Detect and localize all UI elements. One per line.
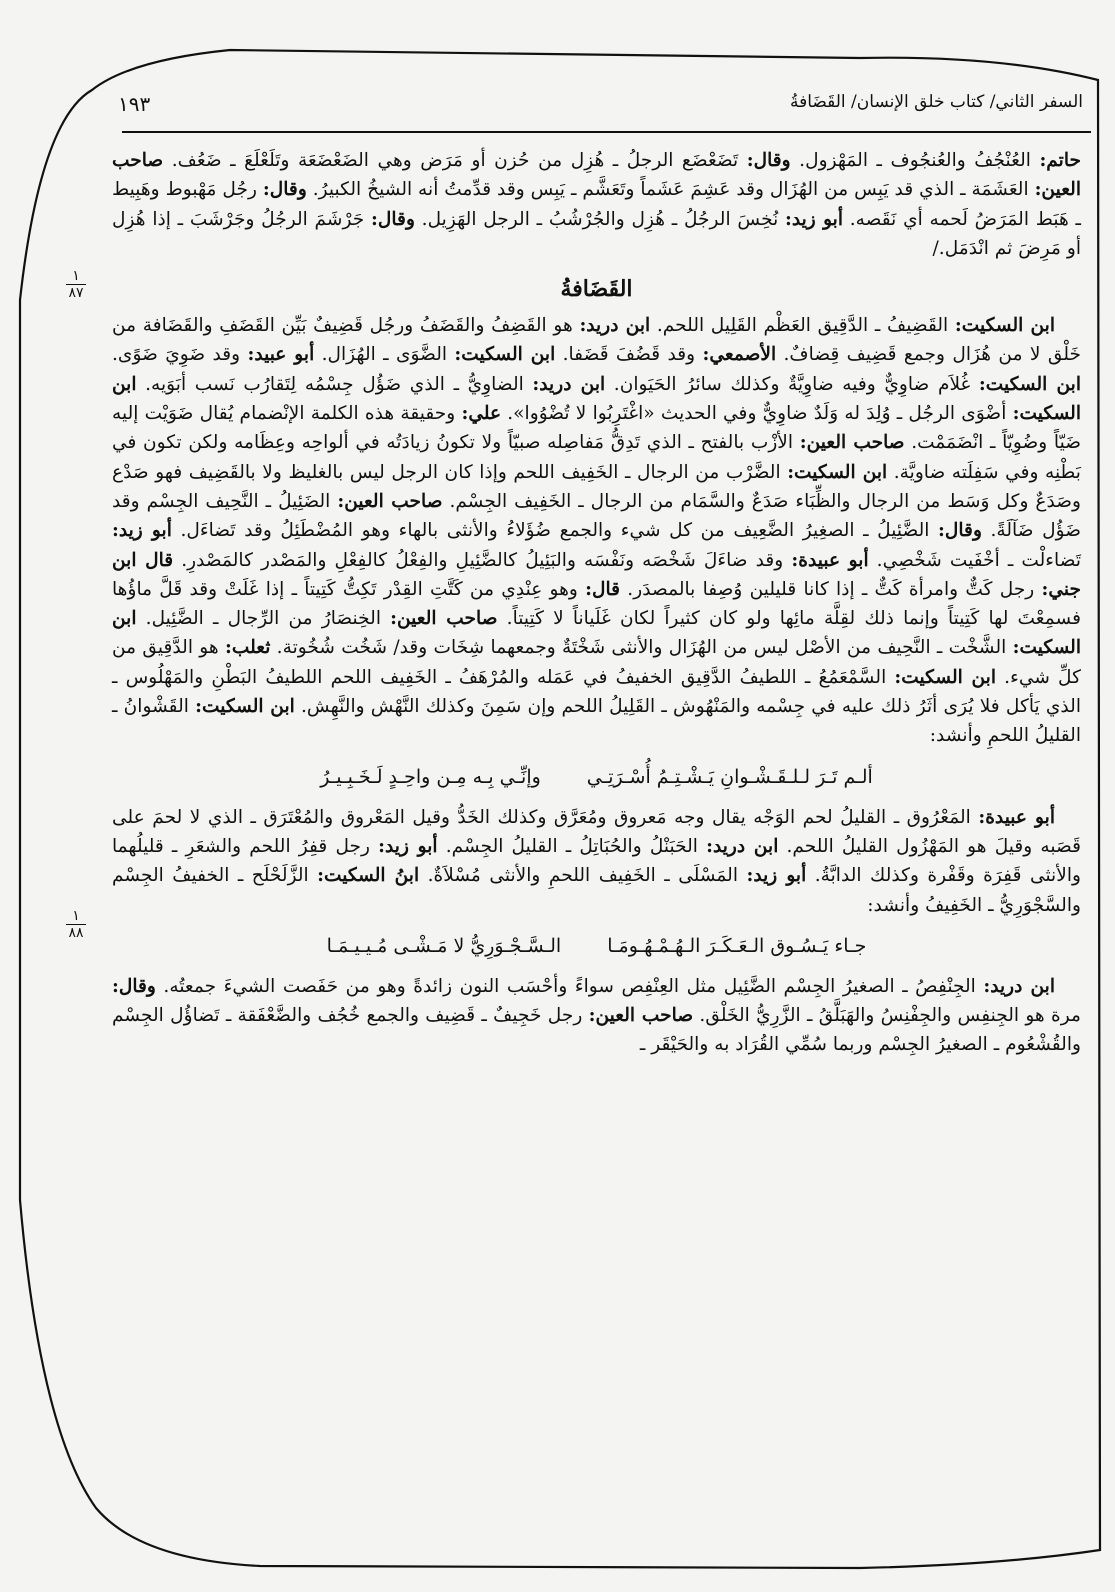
paragraph-text: هو الدَّقِيق من كلِّ شيء. bbox=[112, 637, 1081, 688]
paragraph-text: الزَّلَحْلَح ـ الخفيفُ الجِسْم والسَّجْوَرِيُّ ـ الخَفِيفُ وأنشد: bbox=[112, 865, 1081, 916]
paragraph-text: رجل خَجِيفٌ ـ قَضِيف والجمع خُجُف والضَّعْفَقة ـ تَضاؤُل الجِسْم والقُشْعُوم ـ الصغيرُ الجِسْم وربما سُمِّي القُرَاد به والحَيْقَر ـ bbox=[112, 1005, 1081, 1056]
verse-line bbox=[112, 757, 1081, 797]
verse-line bbox=[112, 926, 1081, 966]
speaker-label: الأصمعي: bbox=[702, 344, 777, 366]
margin-folio-note bbox=[46, 908, 106, 941]
running-title: السفر الثاني/ كتاب خلق الإنسان/ القَضَافةُ bbox=[789, 92, 1083, 112]
paragraph-text: وهو عِنْدِي من كَتَّتِ القِدْر تَكِتُّ كَتِيتاً ـ إذا غَلَتْ وقد قَلَّ ماؤُها فسمِعْتَ لها كَتِيتاً وإنما ذلك لقِلَّة مائِها ولو كان كثيراً لكان غَلَياناً لا كَتِيتاً. bbox=[112, 578, 1081, 630]
speaker-label: ابن دريد: bbox=[579, 315, 651, 337]
paragraph bbox=[112, 311, 1081, 750]
paragraph-text: القَضِيفُ ـ الدَّقِيق العَظْم القَلِيل اللحم. bbox=[650, 315, 955, 337]
paragraph-text: تَضاءلْت ـ أخْفَيت شَخْصِي. bbox=[868, 549, 1081, 571]
paragraph-text: وقد ضَوِيَ ضَوًى. bbox=[112, 344, 248, 366]
speaker-label: حاتم: bbox=[1039, 150, 1082, 171]
paragraph-text: العَشَمَة ـ الذي قد يَبِس من الهُزَال وقد عَشِمَ عَشَماً وتَعَشَّم ـ يَبِس وقد قدِّمتُ أنه الشيخُ الكبيرُ. bbox=[306, 179, 1035, 201]
paragraph bbox=[112, 146, 1081, 263]
paragraph-text: السَّمْعَمُعُ ـ اللطيفُ الدَّقِيق الخفيفُ في عَمَله والمُرْهَفُ ـ الخَفِيف اللحم اللطيفُ البَطْنِ والمَهْلُوس ـ الذي يَأكل فلا يُرَى أثَرُ ذلك عليه في جِسْمه والمَنْهُوش ـ القَلِيلُ اللحم وإن سَمِنَ وكذلك النَّهْش والنَّهِش. bbox=[112, 666, 1082, 718]
speaker-label: صاحب العين: bbox=[112, 150, 1081, 201]
paragraph-text: جَرْشَمَ الرجُلُ وجَرْشَبَ ـ إذا هُزِل أو مَرِضَ ثم انْدَمَل./ bbox=[112, 208, 1081, 259]
speaker-label: ابن دريد: bbox=[983, 975, 1056, 997]
speaker-label: ابن دريد: bbox=[532, 373, 606, 395]
speaker-label: ابن السكيت: bbox=[454, 344, 556, 366]
margin-folio-denominator: ٨٧ bbox=[68, 285, 84, 301]
paragraph-text: الضَّوَى ـ الهُزَال. bbox=[314, 344, 455, 366]
verse-hemistich: وإنِّـي بِـه مِـن واحِـدٍ لَـخَـبِـيـرُ bbox=[320, 765, 541, 788]
speaker-label: ابنُ السكيت: bbox=[317, 865, 420, 887]
paragraph-text: وقد قَضُفَ قَضَفا. bbox=[555, 344, 703, 366]
paragraph-text: الأزْب بالفتح ـ الذي تَدِقُّ مَفاصِله صبيّاً ولا تكونُ زيادَتُه في ألواحِه وعِظَامه ولكن تكون في بَطْنِه وفي سَفِلَته ضاويَّة. bbox=[112, 432, 1081, 483]
speaker-label: صاحب العين: bbox=[588, 1005, 694, 1027]
paragraph-text: رجُل مَهْبوط وهَبِيط ـ هَبَط المَرَضُ لَحمه أي نَقَصه. bbox=[112, 179, 1081, 230]
speaker-label: وقال: bbox=[262, 179, 307, 201]
verse-hemistich: ألـم تَـرَ لـلـقَـشْـوانِ يَـشْـتِـمُ أُسْـرَتِـي bbox=[586, 765, 873, 788]
margin-folio-numerator: ١ bbox=[66, 268, 86, 285]
paragraph-text: تَضَعْضَع الرجلُ ـ هُزِل من حُزن أو مَرَض وهي الضَعْضَعَة وتَلَعْلَعَ ـ ضَعُف. bbox=[163, 150, 747, 171]
paragraph bbox=[112, 803, 1081, 920]
speaker-label: ابن السكيت: bbox=[112, 373, 1082, 425]
speaker-label: ثعلب: bbox=[224, 637, 271, 659]
speaker-label: ابن السكيت: bbox=[978, 373, 1082, 395]
paragraph-text: مرة هو الجِنفِس والجِفْنِسُ والهَبَلَّقُ ـ الزَّرِيُّ الخَلْق. bbox=[693, 1005, 1081, 1027]
speaker-label: أبو عبيد: bbox=[247, 344, 315, 366]
paragraph-text: الجِنْفِصُ ـ الصغيرُ الجِسْم الضَّئِيل مثل العِنْفِص سواءً وأحْسَب النون زائدةً وهو من حَفَصت الشيءَ جمعتُه. bbox=[155, 975, 984, 997]
speaker-label: أبو زيد: bbox=[785, 208, 844, 230]
margin-folio-numerator: ١ bbox=[66, 908, 86, 925]
speaker-label: قال: bbox=[585, 578, 621, 600]
paragraph-text: الخِنصَارُ من الرِّجال ـ الضَّئِيل. bbox=[136, 608, 391, 630]
margin-folio-denominator: ٨٨ bbox=[68, 925, 84, 941]
paragraph-text: وحقيقة هذه الكلمة الإنْضمام يُقال ضَوَيْت إليه ضَيّاً وضُوِيّاً ـ انْضَمَمْت. bbox=[112, 403, 1081, 454]
paragraph-text: هو القَضِفُ والقَضَفُ ورجُل قَضِيفٌ بَيِّن القَضَفِ والقَضَافة من خَلْق لا من هُزَال وجمع قَضِيف قِضافٌ. bbox=[112, 315, 1081, 366]
paragraph-text: وقد ضاءَلَ شَخْصَه ونَفْسَه والبَئِيلُ كالضَّئِيلِ والفِعْلُ كالفِعْلِ والمَصْدر كالمَصْدرِ. bbox=[173, 549, 792, 571]
verse-hemistich: جـاء يَـسُـوق الـعَـكَـرَ الـهُـمْـهُـومَـا bbox=[607, 934, 867, 957]
speaker-label: أبو عبيدة: bbox=[791, 549, 869, 571]
speaker-label: وقال: bbox=[112, 975, 156, 997]
speaker-label: وقال: bbox=[938, 520, 982, 542]
paragraph-text: أضْوَى الرجُل ـ وُلِدَ له وَلَدٌ ضاوِيٌّ وفي الحديث «اغْتَرِبُوا لا تُضْوُوا». bbox=[501, 403, 1013, 425]
speaker-label: ابن السكيت: bbox=[954, 315, 1055, 337]
speaker-label: أبو زيد: bbox=[112, 520, 172, 542]
paragraph-text: الحَبَنْلُ والحُبَاتِلُ ـ القليلُ الجِسْم. bbox=[437, 835, 707, 857]
speaker-label: أبو زيد: bbox=[746, 865, 807, 887]
paragraph-text: رجل كَتٌّ وامرأة كَتٌّ ـ إذا كانا قليلين وُصِفا بالمصدَر. bbox=[620, 578, 1042, 600]
page-body bbox=[112, 146, 1081, 1060]
paragraph-text: القَشْوانُ ـ القليلُ اللحمِ وأنشد: bbox=[112, 696, 1081, 747]
speaker-label: ابن السكيت: bbox=[894, 666, 997, 688]
paragraph-text: الضَّئِيلُ ـ الصغِيرُ الضَّعِيف من كل شيء والجمع ضُؤَلاءُ والأنثى بالهاء وهو المُضْطَئِلُ وقد تَضاءَل. bbox=[171, 520, 939, 542]
paragraph-text: غُلاَم ضاوِيٌّ وفيه ضاوِيَّةٌ وكذلك سائرُ الحَيَوان. bbox=[605, 373, 979, 395]
paragraph bbox=[112, 972, 1081, 1060]
speaker-label: وقال: bbox=[371, 208, 415, 230]
speaker-label: ابن دريد: bbox=[706, 835, 779, 857]
speaker-label: صاحب العين: bbox=[337, 490, 443, 512]
page-number: ١٩٣ bbox=[118, 92, 151, 116]
paragraph-text: العُنْجُفُ والعُنجُوف ـ المَهْزول. bbox=[790, 150, 1040, 171]
paragraph-text: المَسْلَى ـ الخَفِيف اللحمِ والأنثى مُسْلاَةٌ. bbox=[419, 865, 747, 887]
speaker-label: أبو عبيدة: bbox=[978, 806, 1055, 828]
paragraph-text: المَعْرُوق ـ القليلُ لحم الوَجْه يقال وجه مَعروق ومُعَرَّق وكذلك الخَدُّ وقيل المَعْروق والمُعْتَرَق ـ الذي لا لحمَ على قَصَبه وقيلَ هو المَهْزُول القليلُ اللحم. bbox=[112, 806, 1081, 857]
paragraph-text: الضَّرْب من الرجال ـ الخَفِيف اللحم وإذا كان الرجل ليس بالغليظ ولا بالقَضِيف فهو صَدْع وصَدَعٌ وكل وَسَط من الرجال والظِّبَاء صَدَعٌ والسَّمَام من الرجال ـ الخَفِيف الجِسْم. bbox=[112, 461, 1082, 512]
margin-folio-note bbox=[46, 268, 106, 301]
paragraph-text: نُخِسَ الرجُلُ ـ هُزِل والجُرْشُبُ ـ الرجل الهَزِيل. bbox=[414, 208, 785, 230]
verse-hemistich: الـسَّـجْـوَرِيُّ لا مَـشْـى مُـيـيـمَـا bbox=[326, 934, 562, 957]
header-rule bbox=[122, 131, 1091, 133]
speaker-label: صاحب العين: bbox=[390, 608, 498, 630]
paragraph-text: الضاوِيُّ ـ الذي ضَؤُل جِسْمُه لِتَقارُب نَسب أبَوَيه. bbox=[136, 373, 533, 395]
speaker-label: قال ابن جني: bbox=[112, 549, 1081, 600]
paragraph-text: الشَّخْت ـ النَّحِيف من الأصْل ليس من الهُزَال والأنثى شَخْتَةٌ وجمعهما شِخَات وقد/ شَخُت شُخُوتة. bbox=[270, 637, 1013, 659]
speaker-label: ابن السكيت: bbox=[195, 696, 295, 718]
speaker-label: ابن السكيت: bbox=[787, 461, 888, 483]
speaker-label: صاحب العين: bbox=[799, 432, 905, 454]
speaker-label: ابن السكيت: bbox=[112, 608, 1082, 659]
paragraph-text: رجل قفِرُ اللحم والشعَرِ ـ قليلُهما والأنثى قَفِرَة وقَفْرة وكذلك الدابَّةُ. bbox=[112, 835, 1081, 887]
speaker-label: أبو زيد: bbox=[378, 835, 438, 857]
speaker-label: علي: bbox=[461, 403, 502, 425]
speaker-label: وقال: bbox=[746, 150, 791, 171]
paragraph-text: الضَئِيلُ ـ النَّحِيف الجِسْم وقد ضَؤُل ضَآلَةً. bbox=[112, 490, 1082, 542]
section-title: القَضَافةُ bbox=[560, 276, 633, 303]
